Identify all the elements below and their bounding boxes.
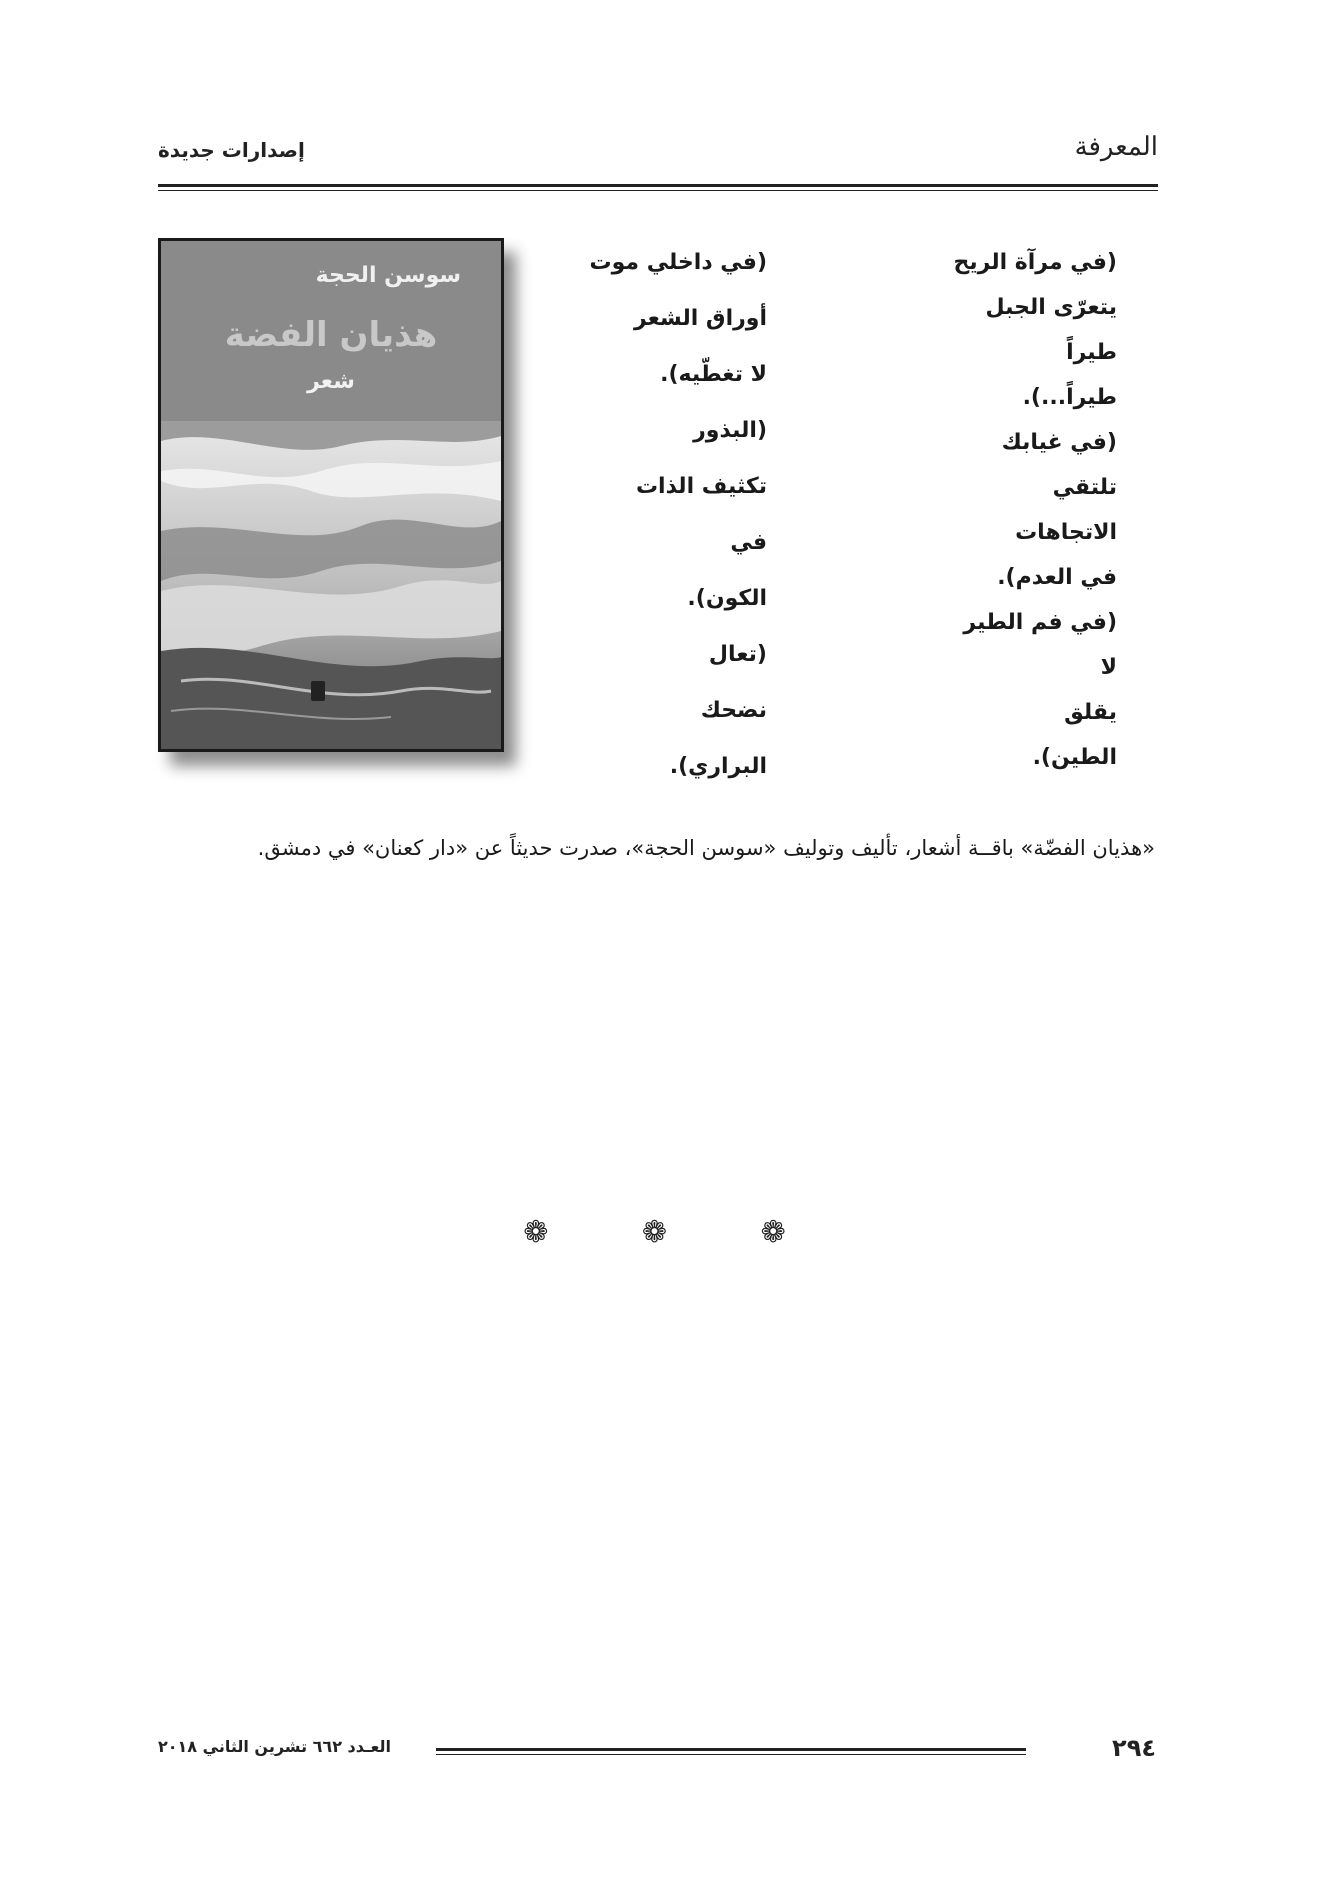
poem-line: في العدم).: [997, 565, 1117, 590]
poem-column-right: [817, 240, 1117, 780]
poem-line: (في فم الطير: [963, 610, 1117, 635]
section-title: إصدارات جديدة: [158, 138, 305, 162]
poem-line: يقلق: [1064, 700, 1117, 725]
book-description: «هذيان الفضّة» باقــة أشعار، تأليف وتوليف «سوسن الحجة»، صدرت حديثاً عن «دار كعنان» في دمشق.: [257, 836, 1155, 860]
poem-line: في: [730, 530, 767, 555]
poem-line: لا: [1100, 655, 1117, 680]
poem-line: نضحك: [700, 698, 767, 723]
poem-line: الاتجاهات: [1015, 520, 1117, 545]
poem-line: طيراً...).: [1022, 385, 1117, 410]
header-rule-thin: [158, 190, 1158, 191]
poem-line: الكون).: [687, 586, 767, 611]
issue-info: العـدد ٦٦٢ تشرين الثاني ٢٠١٨: [158, 1737, 391, 1756]
book-cover: [158, 238, 504, 752]
poem-column-left: [467, 240, 767, 800]
poem-line: البراري).: [669, 754, 767, 779]
poem-line: لا تغطّيه).: [660, 362, 767, 387]
cover-title: هذيان الفضة: [224, 315, 438, 355]
section-divider-ornaments: [0, 1215, 1339, 1250]
cover-genre: شعر: [307, 369, 355, 394]
flower-ornament-icon: ❁: [523, 1215, 579, 1250]
poem-line: (في داخلي موت: [589, 250, 767, 275]
flower-ornament-icon: ❁: [760, 1215, 816, 1250]
poem-line: (تعال: [708, 642, 767, 667]
header-rule: [158, 184, 1158, 187]
poem-line: تلتقي: [1052, 475, 1117, 500]
poem-line: الطين).: [1032, 745, 1117, 770]
footer-rule: [436, 1748, 1026, 1751]
cover-author: سوسن الحجة: [315, 263, 461, 288]
flower-ornament-icon: ❁: [641, 1215, 698, 1250]
poem-line: تكثيف الذات: [635, 474, 767, 499]
publisher-logo-icon: [311, 681, 325, 701]
poem-line: (في غيابك: [1001, 430, 1117, 455]
magazine-logo: المعرفة: [1074, 132, 1158, 162]
cover-title-band: [161, 241, 501, 421]
poem-line: (البذور: [693, 418, 767, 443]
poem-line: طيراً: [1066, 340, 1117, 365]
poem-line: (في مرآة الريح: [953, 250, 1117, 275]
poem-line: أوراق الشعر: [633, 306, 767, 331]
cover-painting: [161, 421, 501, 749]
footer-rule-thin: [436, 1754, 1026, 1755]
poem-line: يتعرّى الجبل: [985, 295, 1117, 320]
page-number: ٢٩٤: [1112, 1734, 1156, 1762]
page-header: [158, 132, 1158, 180]
